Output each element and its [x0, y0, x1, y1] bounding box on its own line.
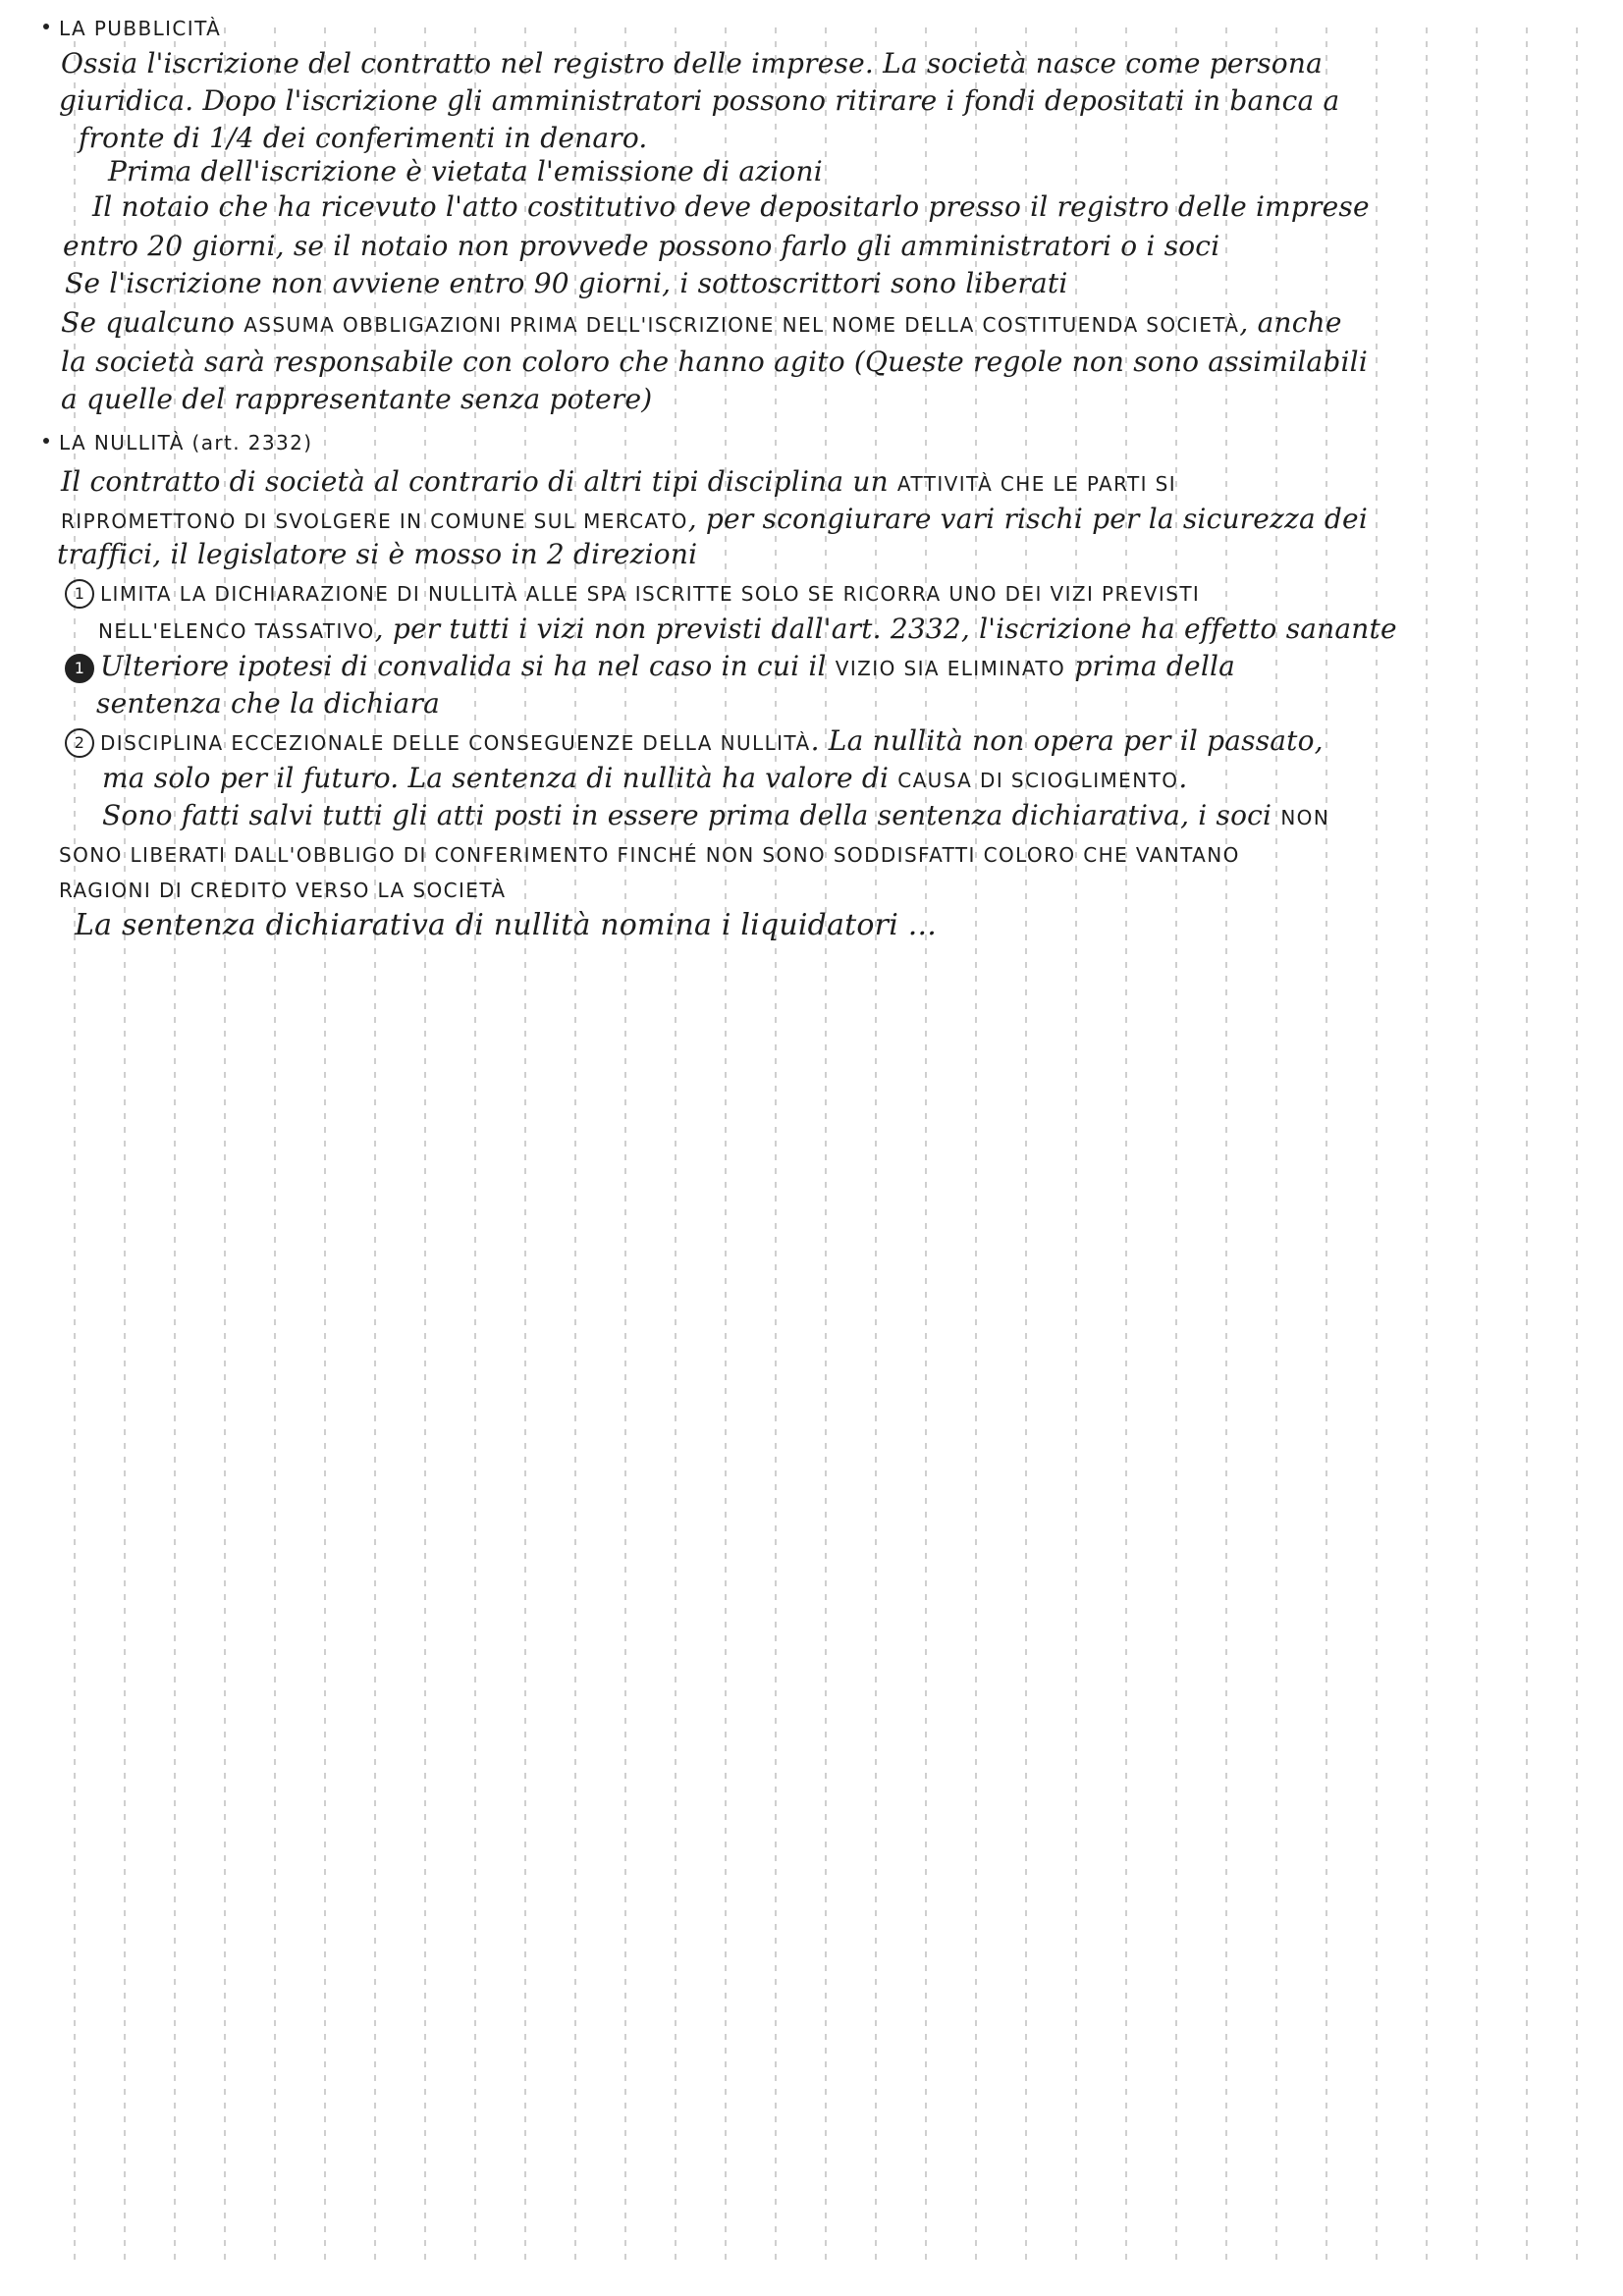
closing-line: La sentenza dichiarativa di nullità nomina i liquidatori ... — [75, 908, 937, 942]
point-2d: SONO LIBERATI DALL'OBBLIGO DI CONFERIMENTO FINCHÉ NON SONO SODDISFATTI COLORO CHE VANTANO — [59, 843, 1240, 867]
point-1b — [98, 613, 1397, 648]
point-1c — [65, 650, 1235, 685]
pubblicita-line-3: fronte di 1/4 dei conferimenti in denaro. — [79, 122, 648, 154]
circled-number-1: 1 — [65, 579, 94, 609]
bullet-point — [43, 24, 49, 29]
heading-nullita: LA NULLITÀ (art. 2332) — [59, 431, 313, 454]
point-2c-start: Sono fatti salvi tutti gli atti posti in essere prima della sentenza dichiarativa, i soci — [102, 799, 1272, 831]
point-2b-caps: CAUSA DI SCIOGLIMENTO — [897, 769, 1179, 792]
point-1-caps: LIMITA LA DICHIARAZIONE DI NULLITÀ ALLE SPA ISCRITTE SOLO SE RICORRA UNO DEI VIZI PREVISTI — [100, 582, 1201, 606]
nullita-line-2 — [61, 503, 1368, 538]
pubblicita-line-8-caps: ASSUMA OBBLIGAZIONI PRIMA DELL'ISCRIZIONE NEL NOME DELLA COSTITUENDA SOCIETÀ — [243, 313, 1240, 337]
bullet-point — [43, 438, 49, 444]
pubblicita-line-9: la società sarà responsabile con coloro che hanno agito (Queste regole non sono assimilabili — [61, 346, 1368, 378]
point-2c — [102, 799, 1329, 834]
nullita-line-2-caps: RIPROMETTONO DI SVOLGERE IN COMUNE SUL MERCATO — [61, 509, 688, 533]
pubblicita-line-2: giuridica. Dopo l'iscrizione gli amministratori possono ritirare i fondi depositati in banca a — [59, 84, 1340, 117]
pubblicita-line-6: entro 20 giorni, se il notaio non provvede possono farlo gli amministratori o i soci — [63, 230, 1220, 262]
circled-number-2: 2 — [65, 728, 94, 758]
pubblicita-line-5: Il notaio che ha ricevuto l'atto costitutivo deve depositarlo presso il registro delle imprese — [92, 190, 1370, 223]
nullita-line-2-end: , per scongiurare vari rischi per la sicurezza dei — [687, 503, 1368, 535]
pubblicita-line-8-start: Se qualcuno — [61, 306, 236, 339]
point-2 — [65, 724, 1324, 760]
pubblicita-line-8-end: , anche — [1239, 306, 1342, 339]
nullita-line-1-start: Il contratto di società al contrario di altri tipi disciplina un — [61, 465, 889, 498]
point-2b — [102, 762, 1187, 797]
pubblicita-line-1: Ossia l'iscrizione del contratto nel registro delle imprese. La società nasce come persona — [61, 47, 1323, 80]
pubblicita-line-8 — [61, 306, 1342, 342]
point-2e: RAGIONI DI CREDITO VERSO LA SOCIETÀ — [59, 879, 507, 902]
circled-number-1-filled: 1 — [65, 654, 94, 683]
point-1c-end: prima della — [1074, 650, 1236, 682]
point-2-caps: DISCIPLINA ECCEZIONALE DELLE CONSEGUENZE DELLA NULLITÀ — [100, 731, 811, 755]
point-1b-caps: NELL'ELENCO TASSATIVO — [98, 619, 375, 643]
point-2b-end: . — [1178, 762, 1188, 794]
point-2-end: . La nullità non opera per il passato, — [810, 724, 1324, 757]
point-2b-start: ma solo per il futuro. La sentenza di nullità ha valore di — [102, 762, 890, 794]
point-1b-end: , per tutti i vizi non previsti dall'art. 2332, l'iscrizione ha effetto sanante — [374, 613, 1397, 645]
point-1c-start: Ulteriore ipotesi di convalida si ha nel caso in cui il — [100, 650, 827, 682]
nullita-line-3: traffici, il legislatore si è mosso in 2 direzioni — [57, 538, 698, 570]
point-1d: sentenza che la dichiara — [96, 687, 441, 720]
point-2c-caps: NON — [1280, 806, 1330, 829]
point-1c-caps: VIZIO SIA ELIMINATO — [835, 657, 1066, 680]
pubblicita-line-10: a quelle del rappresentante senza potere) — [61, 383, 653, 415]
heading-pubblicita: LA PUBBLICITÀ — [59, 17, 222, 40]
point-1 — [65, 575, 1200, 611]
nullita-line-1 — [61, 465, 1176, 501]
nullita-line-1-caps: ATTIVITÀ CHE LE PARTI SI — [896, 472, 1177, 496]
pubblicita-line-4: Prima dell'iscrizione è vietata l'emissione di azioni — [108, 155, 823, 187]
pubblicita-line-7: Se l'iscrizione non avviene entro 90 giorni, i sottoscrittori sono liberati — [65, 267, 1068, 299]
